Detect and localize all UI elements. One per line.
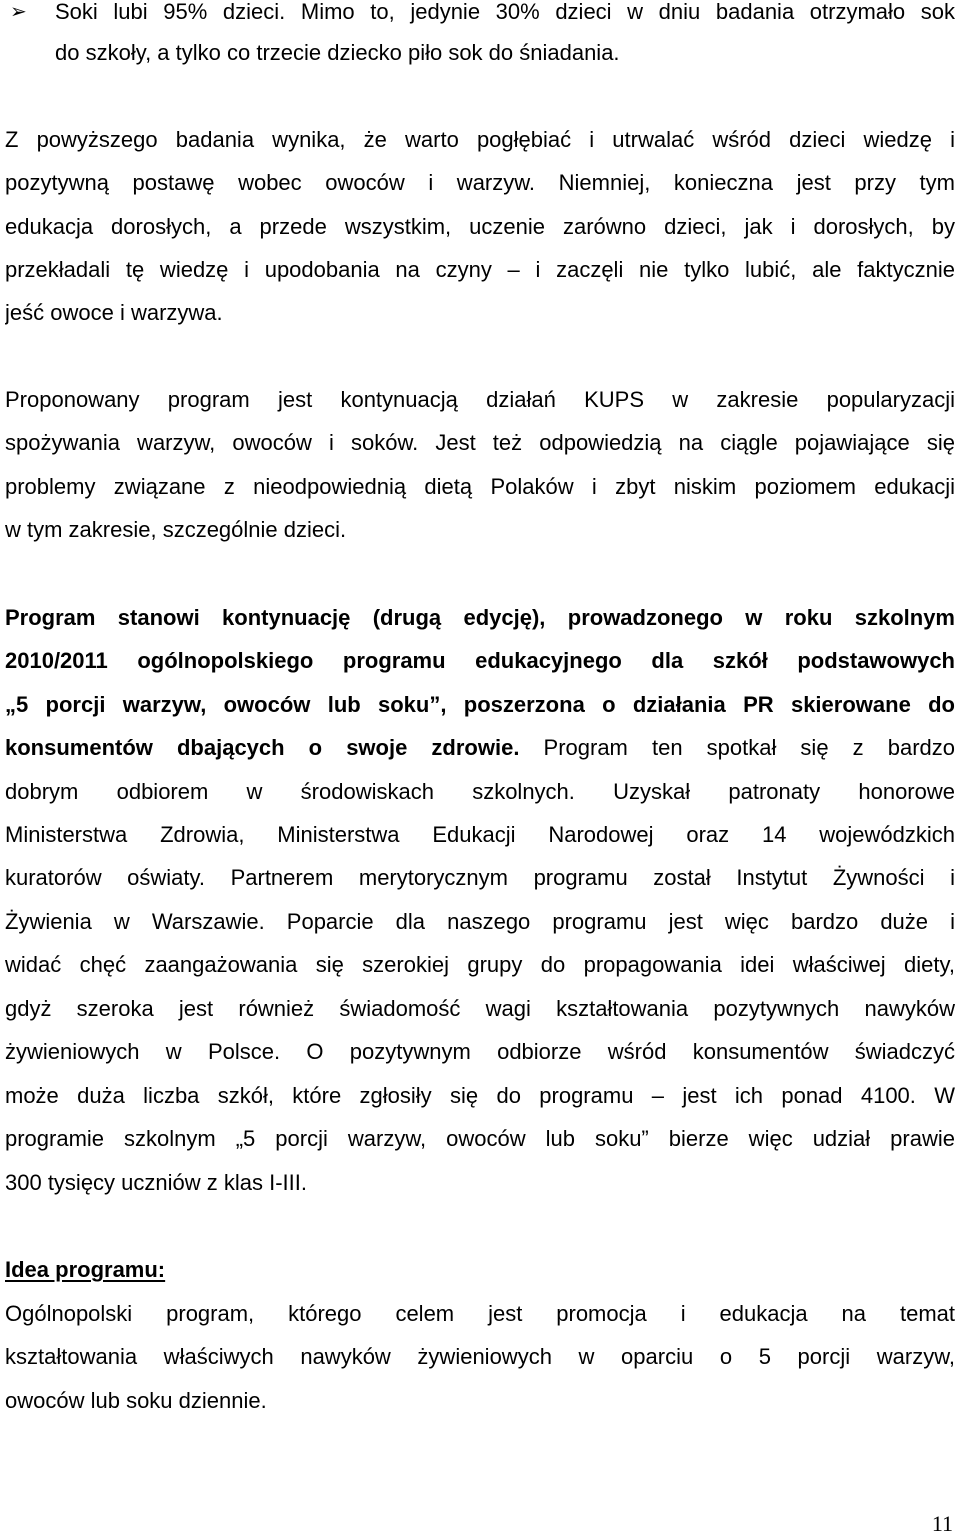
bullet-line-2: do szkoły, a tylko co trzecie dziecko piło sok do śniadania. — [55, 40, 620, 65]
bold-paragraph-line: „5 porcji warzyw, owoców lub soku”, poszerzona o działania PR skierowane do — [5, 692, 955, 717]
bold-paragraph-line: Program stanowi kontynuację (drugą edycję), prowadzonego w roku szkolnym — [5, 605, 955, 630]
paragraph-line: owoców lub soku dziennie. — [5, 1388, 267, 1413]
paragraph-line: widać chęć zaangażowania się szerokiej grupy do propagowania idei właściwej diety, — [5, 952, 955, 977]
regular-phrase: Program ten spotkał się z bardzo — [519, 735, 955, 760]
bold-phrase: konsumentów dbających o swoje zdrowie. — [5, 735, 520, 760]
paragraph-line: spożywania warzyw, owoców i soków. Jest też odpowiedzią na ciągle pojawiające się — [5, 430, 955, 455]
paragraph-line: Proponowany program jest kontynuacją działań KUPS w zakresie popularyzacji — [5, 387, 955, 412]
paragraph-line: edukacja dorosłych, a przede wszystkim, uczenie zarówno dzieci, jak i dorosłych, by — [5, 214, 955, 239]
arrow-bullet-icon: ➢ — [10, 1, 27, 23]
paragraph-line: Ministerstwa Zdrowia, Ministerstwa Edukacji Narodowej oraz 14 wojewódzkich — [5, 822, 955, 847]
paragraph-line: programie szkolnym „5 porcji warzyw, owoców lub soku” bierze więc udział prawie — [5, 1126, 955, 1151]
paragraph-line: problemy związane z nieodpowiednią dietą Polaków i zbyt niskim poziomem edukacji — [5, 474, 955, 499]
paragraph-line: dobrym odbiorem w środowiskach szkolnych. Uzyskał patronaty honorowe — [5, 779, 955, 804]
paragraph-line: kuratorów oświaty. Partnerem merytorycznym programu został Instytut Żywności i — [5, 865, 955, 890]
bullet-line-1: Soki lubi 95% dzieci. Mimo to, jedynie 30% dzieci w dniu badania otrzymało sok — [55, 0, 955, 24]
paragraph-line: Żywienia w Warszawie. Poparcie dla naszego programu jest więc bardzo duże i — [5, 909, 955, 934]
bold-paragraph-line: 2010/2011 ogólnopolskiego programu edukacyjnego dla szkół podstawowych — [5, 648, 955, 673]
paragraph-line: Ogólnopolski program, którego celem jest promocja i edukacja na temat — [5, 1301, 955, 1326]
paragraph-line: Z powyższego badania wynika, że warto pogłębiać i utrwalać wśród dzieci wiedzę i — [5, 127, 955, 152]
paragraph-line: 300 tysięcy uczniów z klas I-III. — [5, 1170, 307, 1195]
paragraph-line: pozytywną postawę wobec owoców i warzyw. Niemniej, konieczna jest przy tym — [5, 170, 955, 195]
paragraph-line: gdyż szeroka jest również świadomość wagi kształtowania pozytywnych nawyków — [5, 996, 955, 1021]
paragraph-line: w tym zakresie, szczególnie dzieci. — [5, 517, 347, 542]
paragraph-line: kształtowania właściwych nawyków żywieniowych w oparciu o 5 porcji warzyw, — [5, 1344, 955, 1369]
paragraph-line: może duża liczba szkół, które zgłosiły się do programu – jest ich ponad 4100. W — [5, 1083, 955, 1108]
page-number: 11 — [931, 1511, 953, 1536]
paragraph-line: jeść owoce i warzywa. — [5, 300, 223, 325]
paragraph-line: żywieniowych w Polsce. O pozytywnym odbiorze wśród konsumentów świadczyć — [5, 1039, 955, 1064]
section-heading: Idea programu: — [5, 1257, 166, 1282]
mixed-paragraph-line — [5, 733, 955, 763]
paragraph-line: przekładali tę wiedzę i upodobania na czyny – i zaczęli nie tylko lubić, ale faktycznie — [5, 257, 955, 282]
